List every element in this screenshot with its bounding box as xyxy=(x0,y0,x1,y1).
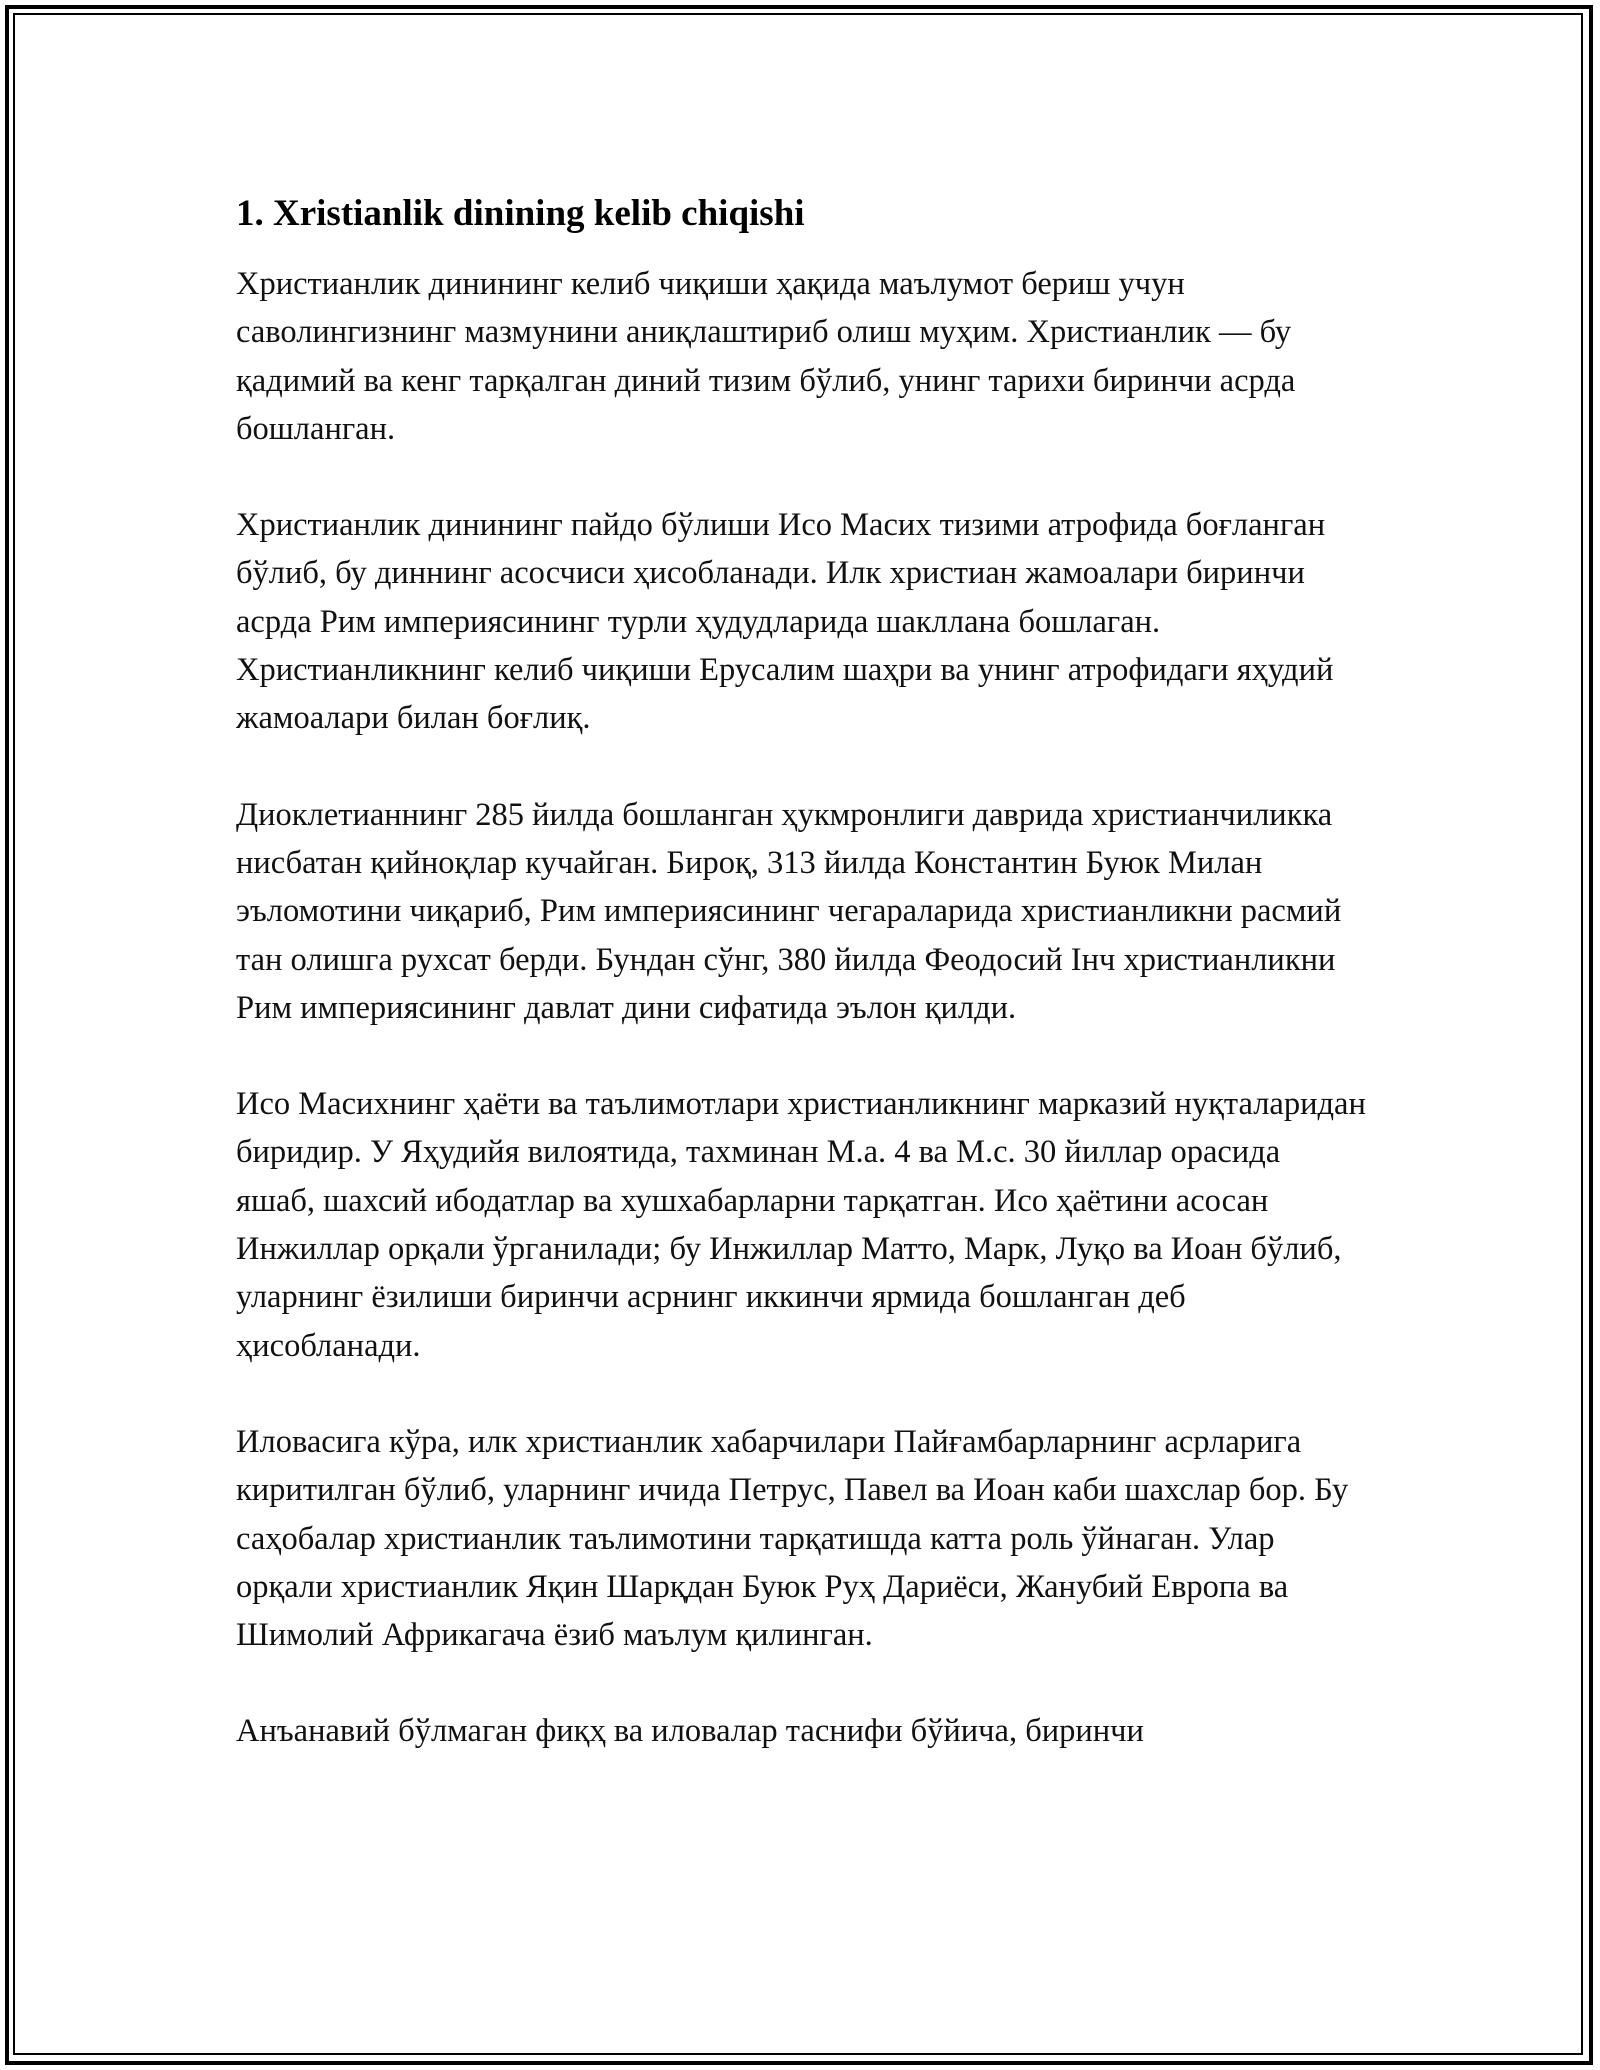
paragraph-5: Иловасига кўра, илк христианлик хабарчилари Пайғамбарларнинг асрларига киритилган бўлиб, уларнинг ичида Петрус, Павел ва Иоан каби шахслар бор. Бу саҳобалар христианлик таълимотини тарқатишда катта роль ўйнаган. Улар орқали христианлик Яқин Шарқдан Буюк Руҳ Дариёси, Жанубий Европа ва Шимолий Африкагача ёзиб маълум қилинган. xyxy=(236,1423,1349,1654)
paragraph-2: Христианлик динининг пайдо бўлиши Исо Масих тизими атрофида боғланган бўлиб, бу диннинг асосчиси ҳисобланади. Илк христиан жамоалари биринчи асрда Рим империясининг турли ҳудудларида шаклланa бошлаган. Христианликнинг келиб чиқиши Ерусалим шаҳри ва унинг атрофидаги яҳудий жамоалари билан боғлиқ. xyxy=(236,507,1334,737)
document-title: 1. Xristianlik dinining kelib chiqishi xyxy=(236,193,805,234)
paragraph-3: Диоклетианнинг 285 йилда бошланган ҳукмронлиги даврида христианчиликка нисбатан қийноқлар кучайган. Бироқ, 313 йилда Константин Буюк Милан эъломотини чиқариб, Рим империясининг чегараларида христианликни расмий тан олишга рухсат берди. Бундан сўнг, 380 йилда Феодосий Інч христианликни Рим империясининг давлат дини сифатида эълон қилди. xyxy=(236,796,1342,1026)
paragraph-6: Анъанавий бўлмаган фиқҳ ва иловалар таснифи бўйича, биринчи xyxy=(236,1713,1144,1750)
document-body xyxy=(236,186,1366,1804)
paragraph-4: Исо Масихнинг ҳаёти ва таълимотлари христианликнинг марказий нуқталаридан биридир. У Яҳудийя вилоятида, тахминан М.а. 4 ва М.с. 30 йиллар орасида яшаб, шахсий ибодатлар ва хушхабарларни тарқатган. Исо ҳаётини асосан Инжиллар орқали ўрганилади; бу Инжиллар Матто, Марк, Луқо ва Иоан бўлиб, уларнинг ёзилиши биринчи асрнинг иккинчи ярмида бошланган деб ҳисобланади. xyxy=(236,1086,1366,1364)
paragraph-1: Христианлик динининг келиб чиқиши ҳақида маълумот бериш учун саволингизнинг мазмунини аниқлаштириб олиш муҳим. Христианлик — бу қадимий ва кенг тарқалган диний тизим бўлиб, унинг тарихи биринчи асрда бошланган. xyxy=(236,266,1296,447)
